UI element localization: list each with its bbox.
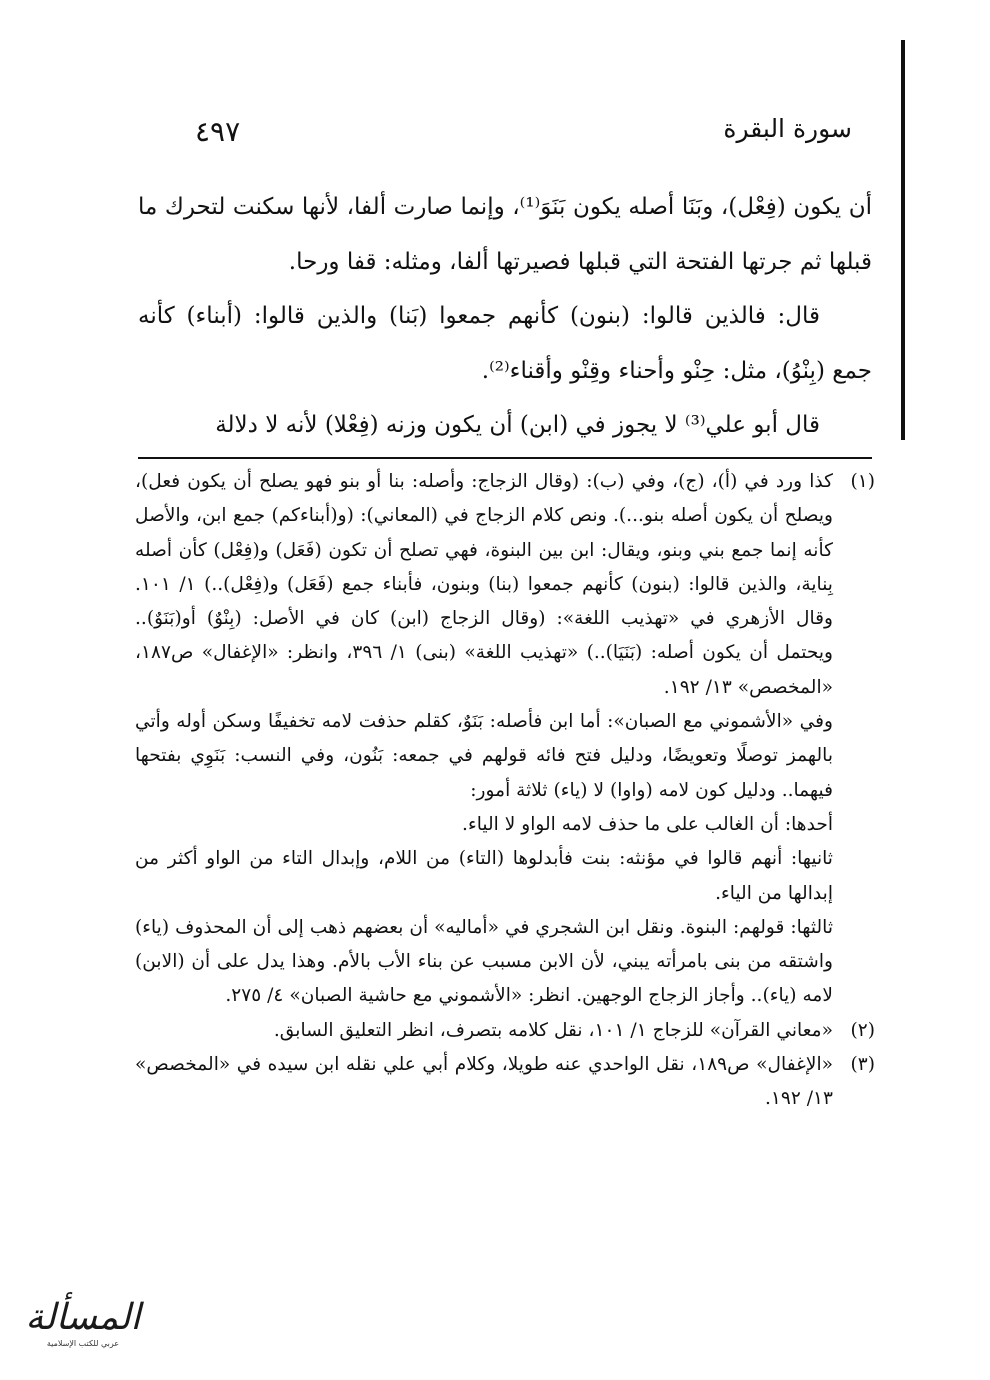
logo-calligraphy: المسألة (25, 1297, 141, 1338)
footnote-number: (٢) (850, 1019, 875, 1041)
margin-vertical-rule (901, 40, 905, 440)
footnote-body (135, 465, 833, 1014)
footnote-body (135, 1048, 833, 1117)
body-paragraph: أن يكون (فِعْل)، وبَنَا أصله يكون بَنَوَ⁽¹⁾، وإنما صارت ألفا، لأنها سكنت لتحرك ما قبلها ثم جرتها الفتحة التي قبلها فصيرتها ألفا، ومثله: قفا ورحا. (138, 194, 872, 275)
footnote-1 (135, 465, 875, 1014)
footnote-paragraph: «معاني القرآن» للزجاج ١/ ١٠١، نقل كلامه بتصرف، انظر التعليق السابق. (273, 1019, 833, 1041)
footnote-2 (135, 1014, 875, 1048)
footnote-paragraph: «الإغفال» ص١٨٩، نقل الواحدي عنه طويلا، وكلام أبي علي نقله ابن سيده في «المخصص» ١٣/ ١٩٢. (135, 1054, 833, 1110)
logo-subtitle: عربي للكتب الإسلامية (46, 1339, 120, 1348)
footnote-paragraph: ثالثها: قولهم: البنوة. ونقل ابن الشجري في «أماليه» أن بعضهم ذهب إلى أن المحذوف (ياء) واشتقه من بنى بامرأته يبني، لأن الابن مسبب عن بناء الأب بالأم. وهذا يدل على أن (الابن) لامه (ياء).. وأجاز الزجاج الوجهين. انظر: «الأشموني مع حاشية الصبان» ٤/ ٢٧٥. (135, 916, 833, 1007)
footnote-paragraph: أحدها: أن الغالب على ما حذف لامه الواو لا الياء. (462, 813, 833, 835)
footnote-body (135, 1014, 833, 1048)
body-paragraph: قال: فالذين قالوا: (بنون) كأنهم جمعوا (بَنا) والذين قالوا: (أبناء) كأنه جمع (بِنْوُ)، مثل: حِنْو وأحناء وقِنْو وأقناء⁽²⁾. (138, 303, 872, 384)
publisher-logo (8, 1298, 158, 1360)
footnote-number: (١) (850, 471, 875, 492)
page-number: ٤٩٧ (195, 115, 241, 148)
running-title: سورة البقرة (723, 114, 852, 143)
body-paragraph: قال أبو علي⁽³⁾ لا يجوز في (ابن) أن يكون وزنه (فِعْلا) لأنه لا دلالة (215, 412, 820, 438)
footnote-separator (138, 457, 872, 459)
footnote-3 (135, 1048, 875, 1117)
footnote-paragraph: كذا ورد في (أ)، (ج)، وفي (ب): (وقال الزجاج: وأصله: بنا أو بنو فهو يصلح أن يكون فعل)، ويصلح أن يكون أصله بنو...). ونص كلام الزجاج في (المعاني): (و(أبناءكم) جمع ابن، والأصل كأنه إنما جمع بني وبنو، ويقال: ابن بين البنوة، فهي تصلح أن تكون (فَعَل) و(فِعْل) كأن أصله بِناية، والذين قالوا: (بنون) كأنهم جمعوا (بنا) وبنون، فأبناء جمع (فَعَل) و(فِعْل)..) ١/ ١٠١. وقال الأزهري في «تهذيب اللغة»: (وقال الزجاج (ابن) كان في الأصل: (بِنْوٌ) أو(بَنَوٌ).. ويحتمل أن يكون أصله: (بَنَيَا)..) «تهذيب اللغة» (بنى) ١/ ٣٩٦، وانظر: «الإغفال» ص١٨٧، «المخصص» ١٣/ ١٩٢. (135, 471, 833, 698)
footnotes (135, 465, 875, 1117)
footnote-paragraph: وفي «الأشموني مع الصبان»: أما ابن فأصله: بَنَوٌ، كقلم حذفت لامه تخفيفًا وسكن أوله وأتي بالهمز توصلًا وتعويضًا، ودليل فتح فائه قولهم في جمعه: بَنُون، وفي النسب: بَنَوِي بفتحها فيهما.. ودليل كون لامه (واوا) لا (ياء) ثلاثة أمور: (135, 711, 833, 801)
main-text (138, 180, 872, 453)
footnote-number: (٣) (850, 1054, 875, 1076)
footnote-paragraph: ثانيها: أنهم قالوا في مؤنثه: بنت فأبدلوها (التاء) من اللام، وإبدال التاء من الواو أكثر من إبدالها من الياء. (135, 848, 833, 904)
